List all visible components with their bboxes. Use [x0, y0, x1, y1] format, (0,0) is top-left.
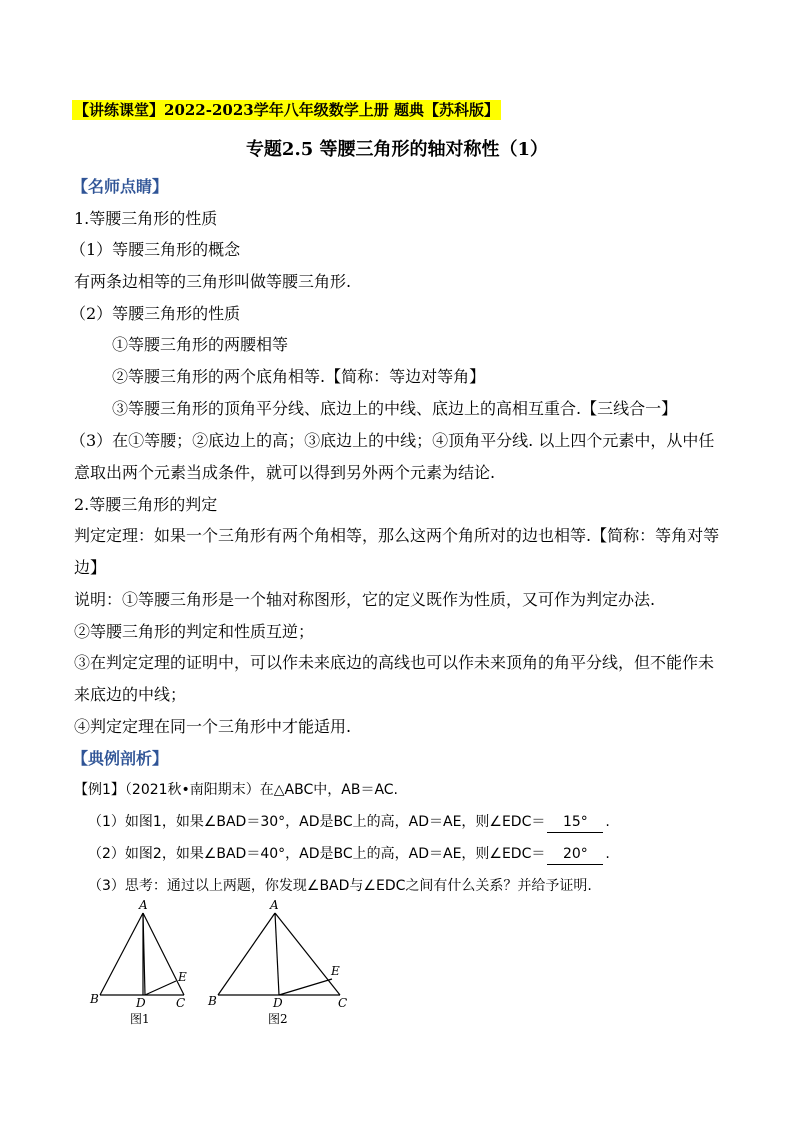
text-line: ①等腰三角形的两腰相等 — [112, 335, 289, 354]
answer-blank-2: 20° — [547, 844, 603, 865]
text-line: ②等腰三角形的判定和性质互逆； — [74, 622, 315, 641]
example-question-3: （3）思考：通过以上两题，你发现∠BAD与∠EDC之间有什么关系？并给予证明. — [88, 878, 592, 894]
fig2-label-d: D — [273, 996, 283, 1010]
text-line: 来底边的中线； — [74, 685, 187, 704]
fig2-caption: 图2 — [268, 1012, 288, 1026]
fig2-altitude-ad — [275, 913, 279, 995]
doc-banner: 【讲练课堂】2022-2023学年八年级数学上册 题典【苏科版】 — [74, 101, 499, 119]
fig1-label-c: C — [176, 996, 186, 1010]
fig2-side-ab — [218, 913, 275, 995]
text-line: ③等腰三角形的顶角平分线、底边上的中线、底边上的高相互重合.【三线合一】 — [112, 399, 678, 418]
text-line: 1.等腰三角形的性质 — [74, 209, 218, 228]
question-1-text: （1）如图1，如果∠BAD＝30°，AD是BC上的高，AD＝AE，则∠EDC＝ — [88, 814, 546, 830]
fig1-side-ab — [100, 913, 143, 995]
fig2-label-c: C — [338, 996, 348, 1010]
fig1-segment-de — [145, 981, 176, 995]
question-1-period: . — [605, 814, 610, 830]
fig2-label-e: E — [331, 964, 340, 978]
fig1-caption: 图1 — [130, 1012, 150, 1026]
text-line: 2.等腰三角形的判定 — [74, 495, 218, 514]
text-line: （2）等腰三角形的性质 — [70, 304, 241, 323]
text-line: ④判定定理在同一个三角形中才能适用. — [74, 717, 352, 736]
text-line: 判定定理：如果一个三角形有两个角相等，那么这两个角所对的边也相等.【简称：等角对等 — [74, 526, 720, 545]
figure-2 — [200, 895, 360, 1030]
fig2-segment-de — [279, 979, 332, 995]
fig1-label-e: E — [178, 970, 187, 984]
figure-1 — [80, 895, 200, 1030]
section-heading-examples: 【典例剖析】 — [72, 749, 169, 768]
section-heading-tips: 【名师点睛】 — [72, 177, 169, 196]
text-line: 有两条边相等的三角形叫做等腰三角形. — [74, 272, 352, 291]
fig1-label-a: A — [139, 898, 148, 912]
fig2-label-b: B — [208, 994, 217, 1008]
page-title: 专题2.5 等腰三角形的轴对称性（1） — [245, 139, 549, 160]
fig2-label-a: A — [270, 898, 279, 912]
example-intro: 【例1】（2021秋•南阳期末）在△ABC中，AB＝AC. — [74, 782, 399, 798]
fig1-label-b: B — [90, 992, 99, 1006]
text-line: ③在判定定理的证明中，可以作未来底边的高线也可以作未来顶角的角平分线，但不能作未 — [74, 653, 715, 672]
question-2-text: （2）如图2，如果∠BAD＝40°，AD是BC上的高，AD＝AE，则∠EDC＝ — [88, 846, 546, 862]
text-line: ②等腰三角形的两个底角相等.【简称：等边对等角】 — [112, 367, 486, 386]
text-line: （1）等腰三角形的概念 — [70, 240, 241, 259]
text-line: 说明：①等腰三角形是一个轴对称图形，它的定义既作为性质，又可作为判定办法. — [74, 590, 656, 609]
text-line: （3）在①等腰；②底边上的高；③底边上的中线；④顶角平分线. 以上四个元素中，从中任 — [70, 431, 715, 450]
fig1-label-d: D — [136, 996, 146, 1010]
text-line: 边】 — [74, 558, 107, 577]
text-line: 意取出两个元素当成条件，就可以得到另外两个元素为结论. — [74, 463, 496, 482]
answer-blank-1: 15° — [547, 812, 603, 833]
question-2-period: . — [605, 846, 610, 862]
fig2-side-ac — [275, 913, 340, 995]
example-question-2 — [88, 844, 610, 865]
example-question-1 — [88, 812, 610, 833]
